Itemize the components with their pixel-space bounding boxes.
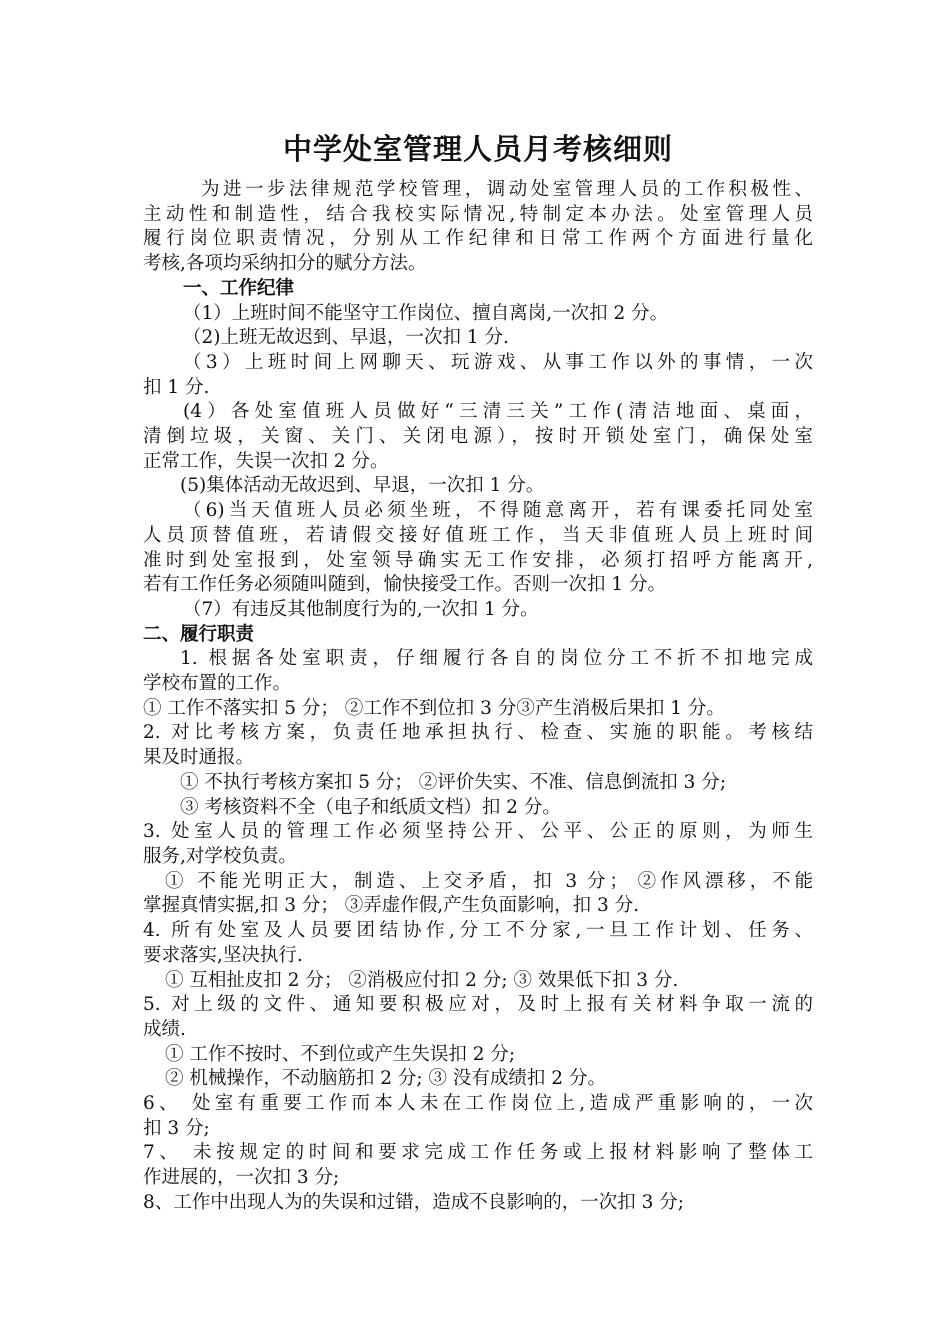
text-line: 服务,对学校负责。	[143, 845, 297, 867]
text-line: (4）各处室值班人员做好“三清三关”工作(清洁地面、桌面，	[183, 401, 813, 423]
text-line: 3. 处室人员的管理工作必须坚持公开、公平、公正的原则，为师生	[143, 821, 813, 843]
text-line: 5. 对上级的文件、通知要积极应对，及时上报有关材料争取一流的	[143, 994, 813, 1016]
text-line: 履行岗位职责情况，分别从工作纪律和日常工作两个方面进行量化	[143, 228, 813, 250]
text-line: 果及时通报。	[143, 747, 255, 769]
document-title: 中学处室管理人员月考核细则	[282, 132, 673, 166]
text-line: 7、 未按规定的时间和要求完成工作任务或上报材料影响了整体工	[143, 1142, 813, 1164]
text-line: ① 不执行考核方案扣 5 分； ②评价失实、不准、信息倒流扣 3 分;	[180, 771, 727, 793]
text-line: （7）有违反其他制度行为的,一次扣 1 分。	[183, 598, 539, 620]
document-body	[143, 178, 813, 1216]
text-line: （3）上班时间上网聊天、玩游戏、从事工作以外的事情，一次	[183, 351, 813, 373]
text-line: 1. 根据各处室职责，仔细履行各自的岗位分工不折不扣地完成	[180, 648, 813, 670]
text-line: 扣 3 分;	[143, 1117, 210, 1139]
text-line: 6、 处室有重要工作而本人未在工作岗位上,造成严重影响的，一次	[143, 1093, 813, 1115]
text-line: 为进一步法律规范学校管理，调动处室管理人员的工作积极性、	[201, 179, 813, 200]
text-line: 考核,各项均采纳扣分的赋分方法。	[143, 253, 427, 275]
text-line: 若有工作任务必须随叫随到，愉快接受工作。否则一次扣 1 分。	[143, 574, 667, 596]
text-line: ① 互相扯皮扣 2 分； ②消极应付扣 2 分; ③ 效果低下扣 3 分.	[165, 969, 679, 991]
text-line: 正常工作，失误一次扣 2 分。	[143, 450, 389, 472]
text-line: 2. 对比考核方案，负责任地承担执行、检查、实施的职能。考核结	[143, 722, 813, 744]
text-line: 8、工作中出现人为的失误和过错，造成不良影响的，一次扣 3 分;	[143, 1191, 685, 1213]
text-line: （6)当天值班人员必须坐班，不得随意离开，若有课委托同处室	[183, 500, 813, 522]
text-line: 人员顶替值班，若请假交接好值班工作，当天非值班人员上班时间	[143, 524, 813, 546]
text-line: 主动性和制造性，结合我校实际情况,特制定本办法。处室管理人员	[143, 203, 813, 225]
text-line: ① 工作不落实扣 5 分； ②工作不到位扣 3 分③产生消极后果扣 1 分。	[143, 697, 725, 719]
text-line: 4. 所有处室及人员要团结协作,分工不分家,一旦工作计划、任务、	[143, 920, 813, 942]
text-line: 要求落实,坚决执行.	[143, 944, 303, 966]
text-line: （1）上班时间不能坚守工作岗位、擅自离岗,一次扣 2 分。	[183, 302, 669, 324]
text-line: 扣 1 分.	[143, 376, 210, 398]
text-line: ② 机械操作，不动脑筋扣 2 分; ③ 没有成绩扣 2 分。	[165, 1068, 606, 1090]
text-line: ① 不能光明正大，制造、上交矛盾，扣 3 分； ②作风漂移，不能	[165, 870, 813, 892]
text-line: ③ 考核资料不全（电子和纸质文档）扣 2 分。	[180, 796, 561, 818]
text-line: 掌握真情实据,扣 3 分； ③弄虚作假,产生负面影响，扣 3 分.	[143, 895, 640, 917]
text-line: ① 工作不按时、不到位或产生失误扣 2 分;	[165, 1043, 516, 1065]
section-heading: 一、工作纪律	[183, 277, 295, 299]
text-line: 准时到处室报到，处室领导确实无工作安排，必须打招呼方能离开,	[143, 549, 813, 571]
text-line: (5)集体活动无故迟到、早退，一次扣 1 分。	[180, 475, 545, 497]
text-line: （2)上班无故迟到、早退，一次扣 1 分.	[183, 327, 509, 349]
text-line: 学校布置的工作。	[143, 673, 292, 695]
text-line: 成绩.	[143, 1018, 186, 1040]
document-page	[143, 128, 813, 1216]
section-heading: 二、履行职责	[143, 623, 255, 645]
text-line: 清倒垃圾，关窗、关门、关闭电源），按时开锁处室门，确保处室	[143, 426, 813, 448]
text-line: 作进展的，一次扣 3 分;	[143, 1167, 340, 1189]
